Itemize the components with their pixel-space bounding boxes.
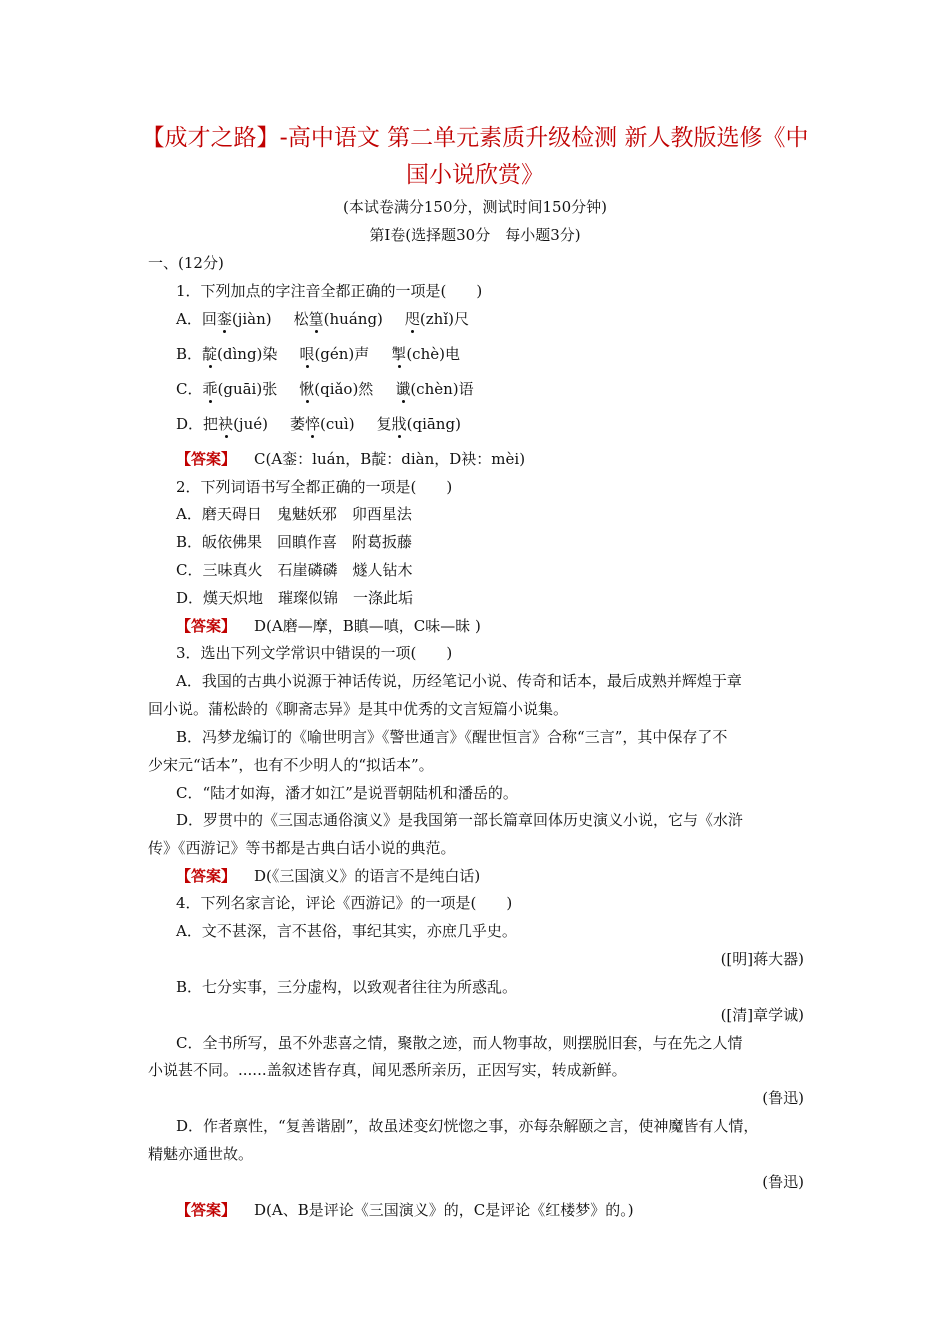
answer-tag: 【答案】 — [176, 617, 237, 635]
question-2-option-b: B．皈依佛果 回瞋作喜 附葛扳藤 — [176, 533, 413, 551]
word: 萎 — [289, 415, 305, 433]
exam-meta: (本试卷满分150分，测试时间150分钟) — [343, 198, 607, 216]
question-3-option-b-line1: B．冯梦龙编订的《喻世明言》《警世通言》《醒世恒言》合称“三言”，其中保存了不 — [176, 728, 728, 746]
question-4-option-d-source: (鲁迅) — [762, 1173, 804, 1191]
dotted-char: 靛 — [202, 345, 218, 363]
pinyin: (qiāng) — [406, 415, 461, 433]
question-4-option-c-source: (鲁迅) — [762, 1089, 804, 1107]
question-2-answer — [148, 616, 841, 636]
question-4-option-d-line1: D．作者禀性，“复善谐剧”，故虽述变幻恍惚之事，亦每杂解颐之言，使神魔皆有人情， — [176, 1117, 759, 1135]
question-2-option-d: D．熯天炽地 璀璨似锦 一涤此垢 — [176, 589, 414, 607]
question-2-stem: 2．下列词语书写全都正确的一项是( ) — [176, 478, 453, 496]
dotted-char: 戕 — [391, 415, 407, 433]
dotted-char: 掣 — [391, 345, 407, 363]
dotted-char: 篁 — [308, 310, 324, 328]
pinyin: (qiǎo)然 — [314, 380, 374, 398]
answer-text: D(A、B是评论《三国演义》的，C是评论《红楼梦》的。) — [254, 1201, 634, 1219]
pinyin: (guāi)张 — [217, 380, 278, 398]
option-label: D． — [176, 415, 204, 433]
question-4-answer — [148, 1200, 841, 1220]
question-3-option-c: C．“陆才如海，潘才如江”是说晋朝陆机和潘岳的。 — [176, 784, 518, 802]
pinyin: (huáng) — [323, 310, 383, 328]
answer-tag: 【答案】 — [176, 867, 237, 885]
question-4-option-c-line2: 小说甚不同。......盖叙述皆存真，闻见悉所亲历，正因写实，转成新鲜。 — [148, 1061, 627, 1079]
pinyin: (dìng)染 — [217, 345, 278, 363]
question-1-option-d — [148, 414, 841, 434]
question-3-option-d-line1: D．罗贯中的《三国志通俗演义》是我国第一部长篇章回体历史演义小说，它与《水浒 — [176, 811, 744, 829]
question-3-option-d-line2: 传》《西游记》等书都是古典白话小说的典范。 — [148, 839, 456, 857]
word: 松 — [293, 310, 309, 328]
question-4-option-b-source: ([清]章学诚) — [720, 1006, 804, 1024]
question-4-option-a: A．文不甚深，言不甚俗，事纪其实，亦庶几乎史。 — [176, 922, 517, 940]
question-4-option-b: B．七分实事，三分虚构，以致观者往往为所惑乱。 — [176, 978, 518, 996]
question-4-stem: 4．下列名家言论，评论《西游记》的一项是( ) — [176, 894, 513, 912]
question-3-answer — [148, 866, 841, 886]
option-label: B． — [176, 345, 203, 363]
word: 复 — [376, 415, 392, 433]
question-1-answer — [148, 449, 841, 469]
answer-tag: 【答案】 — [176, 1201, 237, 1219]
question-1-option-b — [148, 344, 841, 364]
answer-text: C(A銮：luán，B靛：diàn，D袂：mèi) — [254, 450, 526, 468]
dotted-char: 谶 — [395, 380, 411, 398]
question-3-option-b-line2: 少宋元“话本”，也有不少明人的“拟话本”。 — [148, 756, 434, 774]
dotted-char: 銮 — [216, 310, 232, 328]
question-4-option-a-source: ([明]蒋大器) — [720, 950, 804, 968]
dotted-char: 哏 — [299, 345, 315, 363]
pinyin: (jué) — [233, 415, 268, 433]
option-label: A． — [176, 310, 202, 328]
pinyin: (chè)电 — [406, 345, 460, 363]
question-2-option-c: C．三味真火 石崖磷磷 燧人钻木 — [176, 561, 413, 579]
question-3-stem: 3．选出下列文学常识中错误的一项( ) — [176, 644, 453, 662]
question-1-option-c — [148, 379, 841, 399]
dotted-char: 咫 — [404, 310, 420, 328]
option-label: C． — [176, 380, 203, 398]
question-4-option-c-line1: C．全书所写，虽不外悲喜之情，聚散之迹，而人物事故，则摆脱旧套，与在先之人情 — [176, 1034, 743, 1052]
document-title: 【成才之路】-高中语文 第二单元素质升级检测 新人教版选修《中国小说欣赏》 — [141, 125, 809, 188]
pinyin: (jiàn) — [231, 310, 272, 328]
question-4-option-d-line2: 精魅亦通世故。 — [148, 1145, 254, 1163]
word: 把 — [203, 415, 219, 433]
question-2-option-a: A．磨天碍日 鬼魅妖邪 卯酉星法 — [176, 505, 412, 523]
dotted-char: 愀 — [299, 380, 315, 398]
pinyin: (chèn)语 — [410, 380, 474, 398]
answer-tag: 【答案】 — [176, 450, 237, 468]
pinyin: (gén)声 — [314, 345, 370, 363]
pinyin: (zhǐ)尺 — [419, 310, 469, 328]
question-1-option-a — [148, 309, 841, 329]
section-heading: 一、(12分) — [148, 254, 224, 272]
dotted-char: 乖 — [202, 380, 218, 398]
question-1-stem: 1．下列加点的字注音全都正确的一项是( ) — [176, 282, 483, 300]
question-3-option-a-line2: 回小说。蒲松龄的《聊斋志异》是其中优秀的文言短篇小说集。 — [148, 700, 569, 718]
question-3-option-a-line1: A．我国的古典小说源于神话传说，历经笔记小说、传奇和话本，最后成熟并辉煌于章 — [176, 672, 742, 690]
dotted-char: 袂 — [218, 415, 234, 433]
answer-text: D(《三国演义》的语言不是纯白话) — [254, 867, 481, 885]
dotted-char: 悴 — [304, 415, 320, 433]
volume-heading: 第Ⅰ卷(选择题30分 每小题3分) — [369, 226, 581, 244]
pinyin: (cuì) — [320, 415, 355, 433]
word: 回 — [201, 310, 217, 328]
answer-text: D(A磨—摩，B瞋—嗔，C味—昧 ) — [254, 617, 481, 635]
